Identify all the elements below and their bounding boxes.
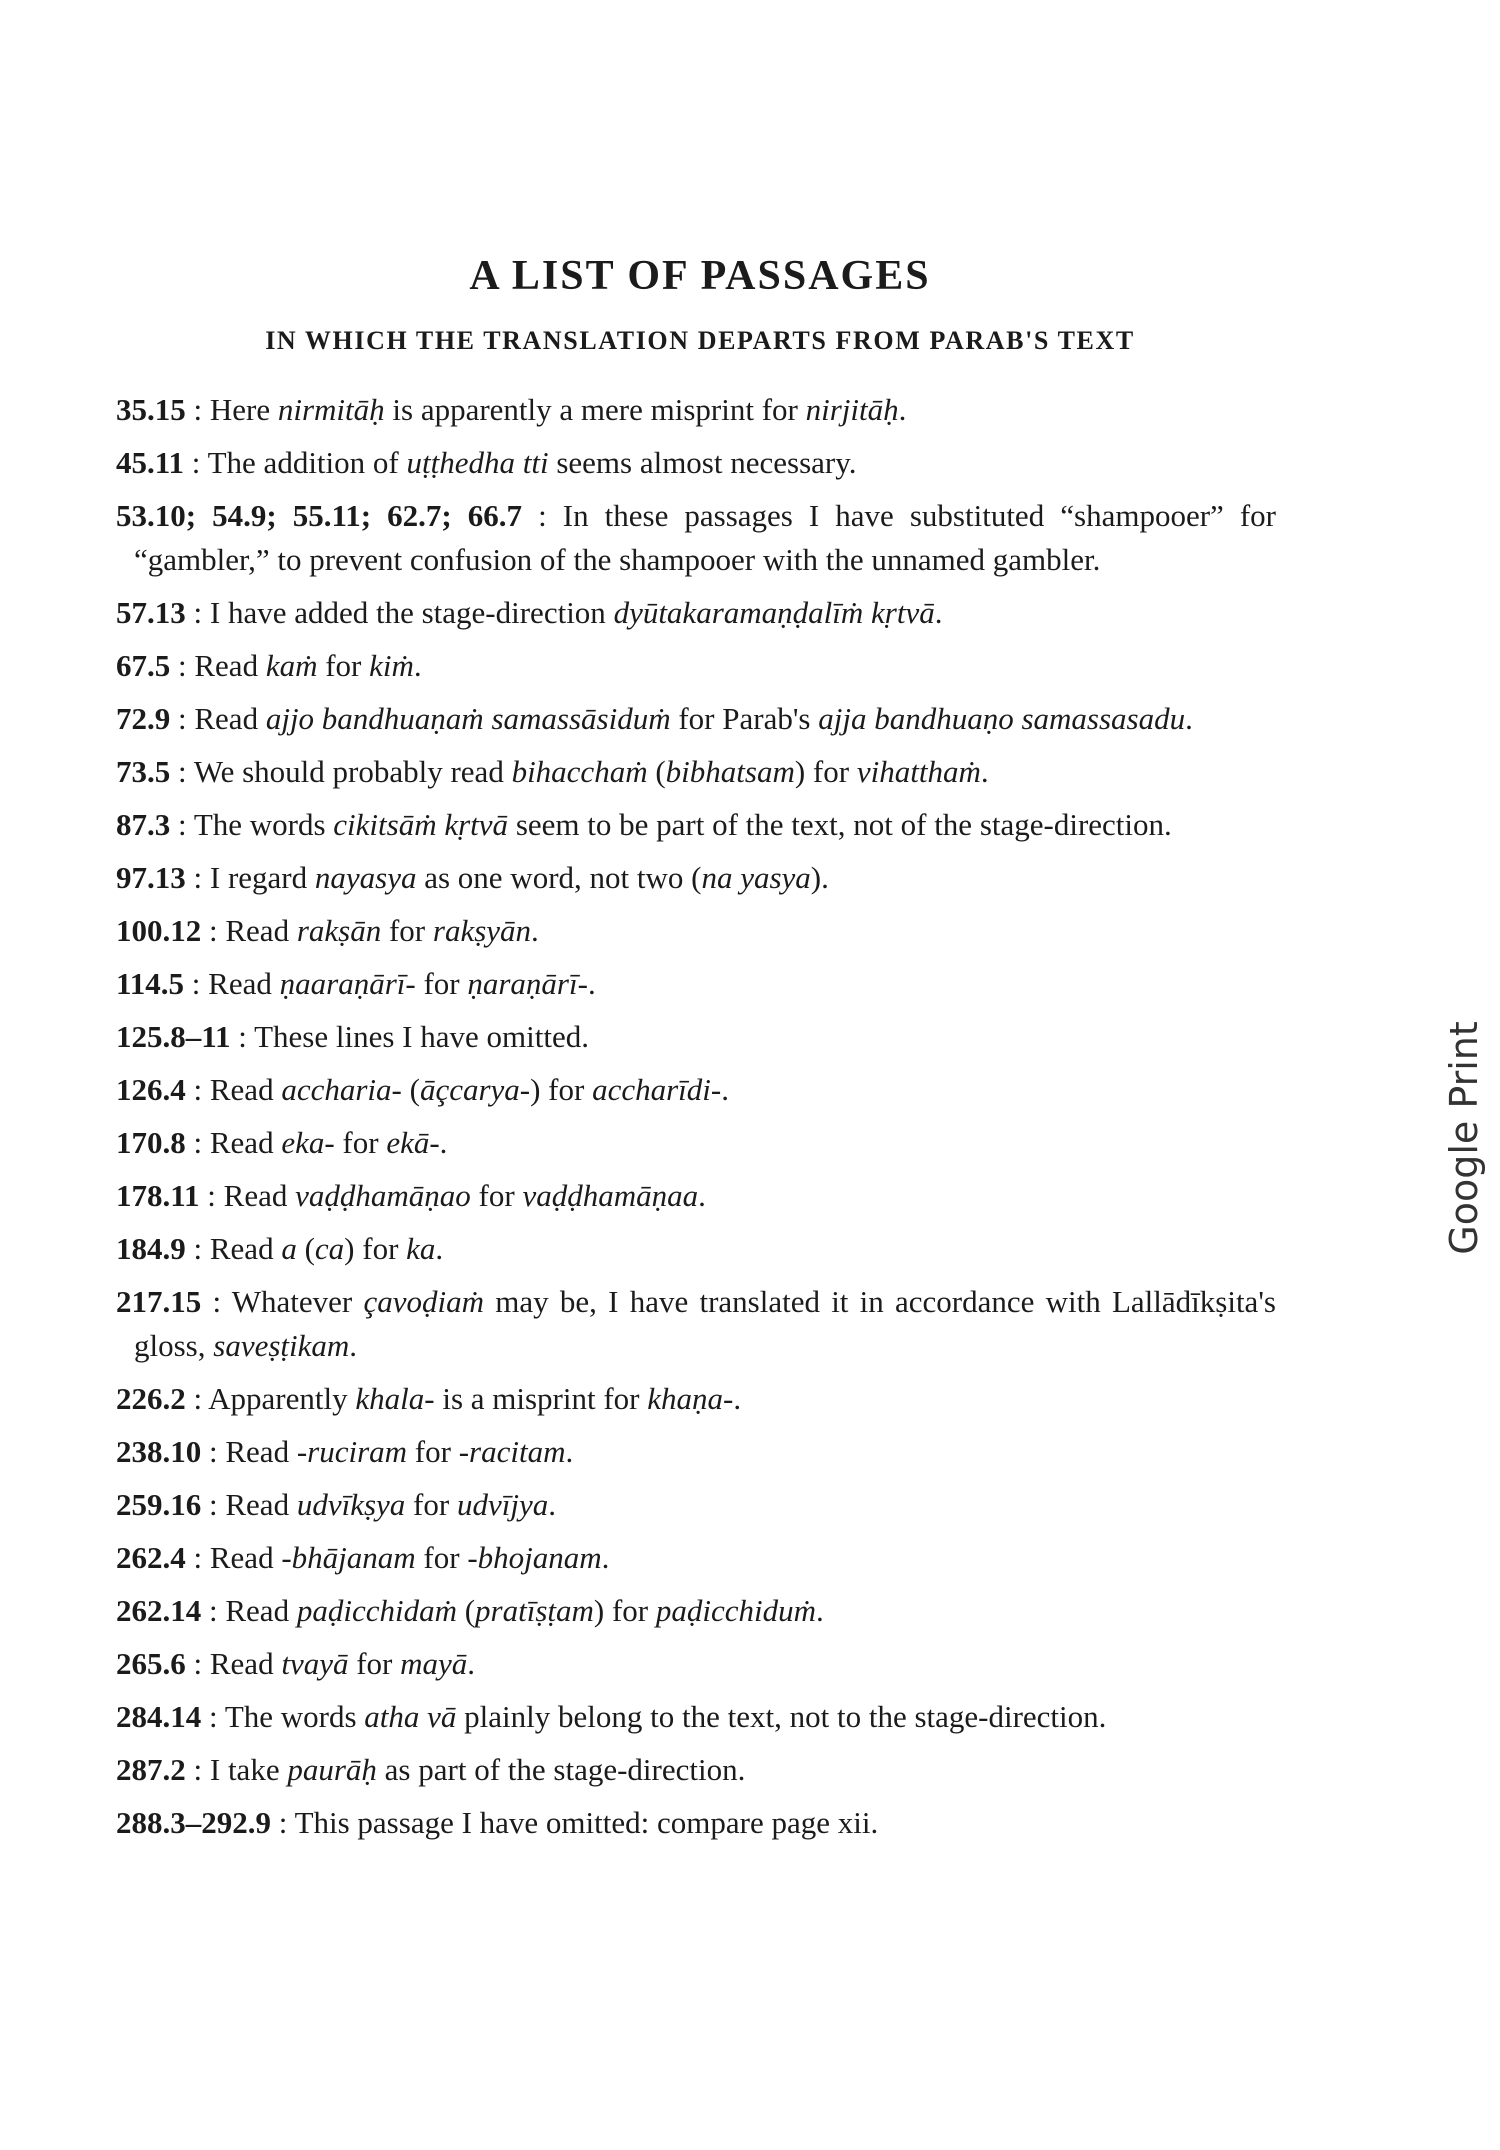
passage-entry [116, 388, 1276, 432]
sanskrit-term: khaṇa- [647, 1381, 734, 1416]
passage-entry [116, 1642, 1276, 1686]
page-title: A LIST OF PASSAGES [469, 253, 931, 299]
note-text: for [415, 1540, 468, 1575]
sanskrit-term: paḍicchidaṁ [296, 1593, 457, 1628]
note-text: . [435, 1231, 444, 1266]
passage-list [116, 388, 1276, 1854]
passage-entry [116, 1227, 1276, 1271]
sanskrit-term: -ruciram [296, 1434, 408, 1469]
note-text: plainly belong to the text, not to the stage-direction. [456, 1699, 1107, 1734]
reference-separator: : [184, 445, 208, 480]
note-text: Apparently [208, 1381, 356, 1416]
passage-reference: 97.13 [116, 860, 186, 895]
sanskrit-term: eka- [281, 1125, 335, 1160]
sanskrit-term: paurāḥ [287, 1752, 377, 1787]
passage-entry [116, 644, 1276, 688]
note-text: . [587, 966, 596, 1001]
sanskrit-term: uṭṭhedha tti [406, 445, 549, 480]
reference-separator: : [230, 1019, 255, 1054]
reference-separator: : [185, 1381, 209, 1416]
sanskrit-term: ṇaaraṇārī- [279, 966, 416, 1001]
note-text: for [348, 1646, 401, 1681]
reference-separator: : [185, 392, 210, 427]
passage-reference: 288.3–292.9 [116, 1805, 271, 1840]
passage-reference: 35.15 [116, 392, 186, 427]
sanskrit-term: khala- [355, 1381, 435, 1416]
sanskrit-term: pratīṣṭam [475, 1593, 594, 1628]
note-text: The words [193, 807, 334, 842]
note-text: seem to be part of the text, not of the stage-direction. [508, 807, 1172, 842]
watermark: Google Print [1442, 1021, 1486, 1255]
note-text: as part of the stage-direction. [376, 1752, 746, 1787]
note-text: . [548, 1487, 556, 1522]
sanskrit-term: ajja bandhuaṇo samassasadu [818, 701, 1186, 736]
note-text: . [816, 1593, 824, 1628]
note-text: . [349, 1328, 358, 1363]
note-text: ( [456, 1593, 476, 1628]
note-text: is a misprint for [434, 1381, 648, 1416]
note-text: Read [225, 1434, 297, 1469]
passage-entry [116, 441, 1276, 485]
passage-reference: 184.9 [116, 1231, 186, 1266]
passage-reference: 217.15 [116, 1284, 202, 1319]
passage-entry [116, 1483, 1276, 1527]
passage-reference: 57.13 [116, 595, 186, 630]
note-text: Read [208, 966, 280, 1001]
note-text: for [470, 1178, 523, 1213]
sanskrit-term: nirmitāḥ [277, 392, 385, 427]
reference-separator: : [201, 1593, 226, 1628]
sanskrit-term: çavoḍiaṁ [363, 1284, 485, 1319]
passage-entry [116, 856, 1276, 900]
reference-separator: : [185, 595, 210, 630]
note-text: ) for [530, 1072, 593, 1107]
passage-reference: 262.4 [116, 1540, 186, 1575]
note-text: ) for [794, 754, 857, 789]
reference-separator: : [201, 1487, 226, 1522]
note-text: Read [225, 1487, 297, 1522]
note-text: as one word, not two ( [416, 860, 702, 895]
note-text: for [407, 1434, 459, 1469]
note-text: I have added the stage-direction [209, 595, 614, 630]
passage-reference: 259.16 [116, 1487, 202, 1522]
sanskrit-term: bibhatsam [665, 754, 795, 789]
note-text: We should probably read [193, 754, 512, 789]
sanskrit-term: accharīdi- [592, 1072, 722, 1107]
note-text: These lines I have omitted. [254, 1019, 589, 1054]
sanskrit-term: ajjo bandhuaṇaṁ samassāsiduṁ [265, 701, 671, 736]
reference-separator: : [170, 648, 195, 683]
note-text: ( [401, 1072, 420, 1107]
passage-entry [116, 962, 1276, 1006]
passage-reference: 72.9 [116, 701, 171, 736]
note-text: ( [296, 1231, 315, 1266]
sanskrit-term: a [281, 1231, 297, 1266]
sanskrit-term: nirjitāḥ [805, 392, 899, 427]
note-text: . [698, 1178, 706, 1213]
note-text: is apparently a mere misprint for [384, 392, 806, 427]
sanskrit-term: -bhojanam [467, 1540, 602, 1575]
page-subtitle: IN WHICH THE TRANSLATION DEPARTS FROM PARAB'S TEXT [265, 326, 1135, 355]
sanskrit-term: udvīkṣya [296, 1487, 406, 1522]
note-text: The words [224, 1699, 365, 1734]
sanskrit-term: ṇaraṇārī- [467, 966, 588, 1001]
passage-reference: 126.4 [116, 1072, 186, 1107]
note-text: ( [647, 754, 666, 789]
note-text: . [721, 1072, 729, 1107]
passage-entry [116, 1695, 1276, 1739]
note-text: ) for [593, 1593, 656, 1628]
passage-entry [116, 1121, 1276, 1165]
note-text: for [405, 1487, 457, 1522]
reference-separator: : [185, 1125, 210, 1160]
passage-entry [116, 750, 1276, 794]
passage-reference: 238.10 [116, 1434, 202, 1469]
note-text: Read [209, 1646, 282, 1681]
note-text: Read [209, 1072, 282, 1107]
note-text: ). [810, 860, 829, 895]
note-text: In these passages I have substituted “shampooer” for “gambler,” to prevent confusion of the shampooer with the unnamed gambler. [134, 498, 1276, 577]
sanskrit-term: vihatthaṁ [856, 754, 981, 789]
note-text: Read [194, 701, 266, 736]
sanskrit-term: paḍicchiduṁ [655, 1593, 817, 1628]
reference-separator: : [185, 1646, 210, 1681]
note-text: Whatever [231, 1284, 364, 1319]
sanskrit-term: na yasya [701, 860, 811, 895]
passage-reference: 265.6 [116, 1646, 186, 1681]
note-text: Read [194, 648, 266, 683]
passage-reference: 226.2 [116, 1381, 186, 1416]
sanskrit-term: atha vā [364, 1699, 457, 1734]
note-text: Read [209, 1231, 282, 1266]
note-text: . [980, 754, 989, 789]
sanskrit-term: dyūtakaramaṇḍalīṁ kṛtvā [613, 595, 935, 630]
note-text: Read [225, 1593, 297, 1628]
passage-entry [116, 909, 1276, 953]
note-text: Read [209, 1540, 282, 1575]
note-text: I take [209, 1752, 288, 1787]
passage-reference: 114.5 [116, 966, 185, 1001]
reference-separator: : [170, 701, 195, 736]
sanskrit-term: accharia- [281, 1072, 402, 1107]
passage-reference: 73.5 [116, 754, 171, 789]
passage-reference: 45.11 [116, 445, 185, 480]
sanskrit-term: āçcarya- [419, 1072, 531, 1107]
note-text: . [601, 1540, 610, 1575]
passage-entry [116, 1377, 1276, 1421]
note-text: for [415, 966, 468, 1001]
note-text: for [381, 913, 433, 948]
sanskrit-term: udvījya [456, 1487, 549, 1522]
passage-entry [116, 803, 1276, 847]
sanskrit-term: ca [314, 1231, 345, 1266]
passage-reference: 53.10; 54.9; 55.11; 62.7; 66.7 [116, 498, 523, 533]
passage-reference: 170.8 [116, 1125, 186, 1160]
passage-reference: 178.11 [116, 1178, 200, 1213]
reference-separator: : [185, 1752, 210, 1787]
reference-separator: : [185, 1540, 210, 1575]
sanskrit-term: rakṣān [296, 913, 382, 948]
note-text: I regard [209, 860, 315, 895]
passage-reference: 284.14 [116, 1699, 202, 1734]
passage-reference: 100.12 [116, 913, 202, 948]
note-text: for [334, 1125, 387, 1160]
note-text: may be, I have translated it in accordance with Lallādīkṣita's gloss, [134, 1284, 1276, 1363]
sanskrit-term: ka [406, 1231, 436, 1266]
note-text: seems almost necessary. [548, 445, 857, 480]
note-text: . [898, 392, 907, 427]
note-text: . [934, 595, 943, 630]
passage-entry [116, 697, 1276, 741]
note-text: for [317, 648, 370, 683]
sanskrit-term: saveṣṭikam [213, 1328, 350, 1363]
note-text: Here [209, 392, 278, 427]
passage-reference: 287.2 [116, 1752, 186, 1787]
passage-entry [116, 1589, 1276, 1633]
note-text: Read [209, 1125, 282, 1160]
note-text: Read [225, 913, 297, 948]
note-text: . [733, 1381, 742, 1416]
passage-entry [116, 1748, 1276, 1792]
note-text: . [531, 913, 539, 948]
passage-reference: 67.5 [116, 648, 171, 683]
note-text: ) for [344, 1231, 407, 1266]
note-text: Read [223, 1178, 296, 1213]
passage-entry [116, 1801, 1276, 1845]
sanskrit-term: kiṁ [369, 648, 414, 683]
passage-reference: 262.14 [116, 1593, 202, 1628]
sanskrit-term: -bhājanam [281, 1540, 416, 1575]
sanskrit-term: ekā- [386, 1125, 440, 1160]
reference-separator: : [184, 966, 209, 1001]
note-text: This passage I have omitted: compare page xii. [294, 1805, 879, 1840]
sanskrit-term: bihacchaṁ [511, 754, 648, 789]
passage-entry [116, 591, 1276, 635]
sanskrit-term: rakṣyān [432, 913, 532, 948]
sanskrit-term: mayā [400, 1646, 468, 1681]
note-text: . [413, 648, 422, 683]
reference-separator: : [170, 807, 194, 842]
sanskrit-term: vaḍḍhamāṇao [295, 1178, 471, 1213]
reference-separator: : [185, 1231, 210, 1266]
passage-entry [116, 1536, 1276, 1580]
note-text: . [439, 1125, 448, 1160]
reference-separator: : [199, 1178, 224, 1213]
sanskrit-term: nayasya [314, 860, 417, 895]
passage-entry [116, 494, 1276, 582]
sanskrit-term: cikitsāṁ kṛtvā [333, 807, 509, 842]
reference-separator: : [201, 1434, 226, 1469]
sanskrit-term: kaṁ [265, 648, 318, 683]
sanskrit-term: tvayā [281, 1646, 349, 1681]
passage-entry [116, 1430, 1276, 1474]
sanskrit-term: vaḍḍhamāṇaa [522, 1178, 699, 1213]
reference-separator: : [185, 860, 210, 895]
passage-entry [116, 1174, 1276, 1218]
reference-separator: : [185, 1072, 210, 1107]
note-text: . [1185, 701, 1193, 736]
reference-separator: : [522, 498, 563, 533]
passage-entry [116, 1068, 1276, 1112]
reference-separator: : [271, 1805, 295, 1840]
passage-reference: 125.8–11 [116, 1019, 231, 1054]
note-text: The addition of [207, 445, 407, 480]
note-text: for Parab's [670, 701, 819, 736]
passage-reference: 87.3 [116, 807, 171, 842]
passage-entry [116, 1015, 1276, 1059]
reference-separator: : [201, 913, 226, 948]
note-text: . [467, 1646, 476, 1681]
reference-separator: : [170, 754, 194, 789]
note-text: . [565, 1434, 574, 1469]
reference-separator: : [201, 1284, 232, 1319]
passage-entry [116, 1280, 1276, 1368]
reference-separator: : [201, 1699, 225, 1734]
sanskrit-term: -racitam [458, 1434, 566, 1469]
